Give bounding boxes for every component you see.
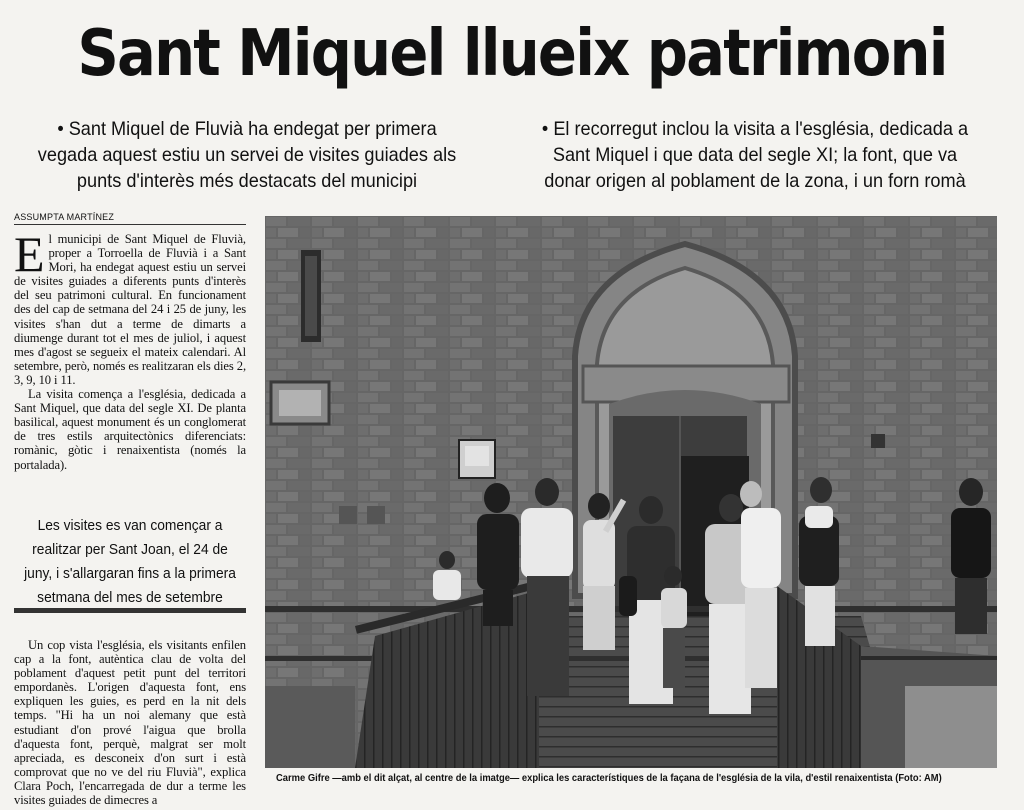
photo-illustration bbox=[265, 216, 997, 768]
article-body-bottom bbox=[14, 638, 246, 807]
paragraph-1 bbox=[14, 226, 246, 387]
article-body-top bbox=[14, 226, 246, 472]
deck-left: • Sant Miquel de Fluvià ha endegat per primera vegada aquest estiu un servei de visites guiades als punts d'interès més destacats del municipi bbox=[37, 118, 457, 192]
pull-quote: Les visites es van començar a realitzar per Sant Joan, el 24 de juny, i s'allargaran fins a la primera setmana del mes de setembre bbox=[24, 517, 236, 606]
headline: Sant Miquel llueix patrimoni bbox=[77, 17, 947, 91]
paragraph-3: Un cop vista l'església, els visitants enfilen cap a la font, autèntica clau de volta del poblament d'aquest petit punt del territori empordanès. L'origen d'aquesta font, ens expliquen les guies, es perd en la nit dels temps. "Hi ha un noi alemany que està estudiant d'on prové l'aigua que brolla d'aquesta font, perquè, malgrat ser molt apreciada, es desconeix d'on surt i està comprovat que no ve del riu Fluvià", explica Clara Poch, l'encarregada de dur a terme les visites guiades de dimecres a bbox=[14, 638, 246, 808]
drop-cap: E bbox=[14, 226, 45, 282]
news-photo bbox=[265, 216, 997, 768]
byline: ASSUMPTA MARTÍNEZ bbox=[14, 212, 246, 225]
photo-caption: Carme Gifre —amb el dit alçat, al centre de la imatge— explica les característiques de la façana de l'església de la vila, d'estil renaixentista (Foto: AM) bbox=[276, 773, 942, 784]
pull-quote-rule bbox=[14, 608, 246, 613]
paragraph-2: La visita comença a l'església, dedicada a Sant Miquel, que data del segle XI. De planta basilical, aquest monument és un conglomerat de tres estils arquitectònics diferenciats: romànic, gòtic i renaixentista (només la portalada). bbox=[14, 387, 246, 472]
paragraph-1-text: l municipi de Sant Miquel de Fluvià, proper a Torroella de Fluvià i a Sant Mori, ha endegat aquest estiu un servei de visites guiades a diferents punts d'interès del seu patrimoni cultural. En funcionament des del cap de setmana del 24 i 25 de juny, les visites s'han dut a terme de dimarts a diumenge durant tot el mes de juliol, i aquest mes d'agost se segueix el mateix calendari. Al setembre, però, només es realitzaran els dies 2, 3, 9, 10 i 11. bbox=[14, 232, 246, 387]
deck-right: • El recorregut inclou la visita a l'església, dedicada a Sant Miquel i que data del segle XI; la font, que va donar origen al poblament de la zona, i un forn romà bbox=[541, 118, 969, 192]
